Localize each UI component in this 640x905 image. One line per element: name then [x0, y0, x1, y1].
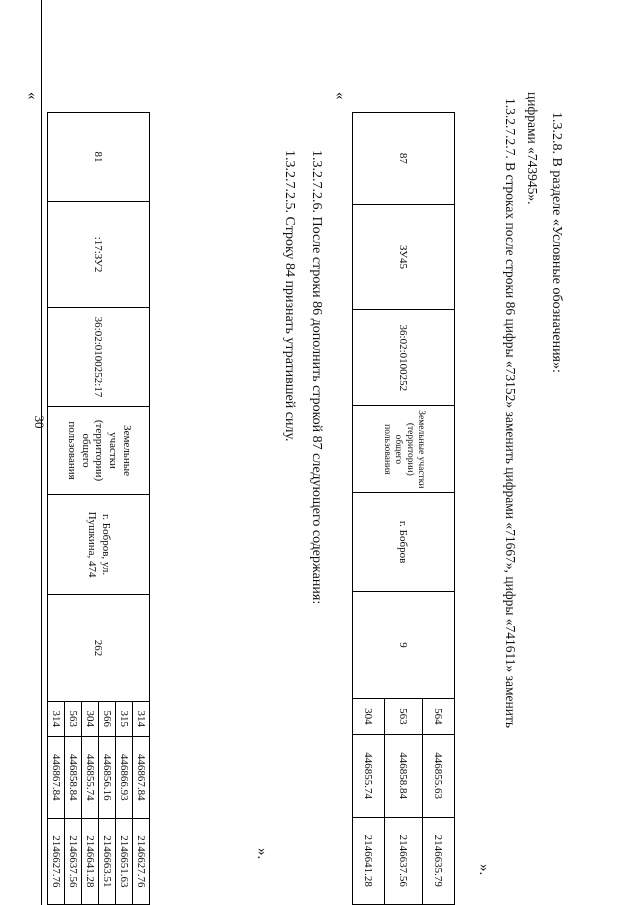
- y-coordinate: 2146627.76: [48, 818, 65, 904]
- y-coordinate: 2146637.56: [65, 818, 82, 904]
- paragraph-3-line-2: цифрами «743945».: [525, 92, 540, 205]
- close-quote-2: ».: [476, 864, 492, 876]
- page-number: 30: [32, 415, 47, 429]
- x-coordinate: 446867.84: [133, 736, 150, 818]
- point-number: 563: [65, 701, 82, 736]
- point-number: 563: [385, 699, 423, 735]
- point-number: 304: [353, 699, 385, 735]
- x-coordinate: 446856.16: [99, 736, 116, 818]
- table-1: [47, 112, 150, 905]
- y-coordinate: 2146637.56: [385, 817, 423, 904]
- paragraph-3-line-1: 1.3.2.7.2.7. В строках после строки 86 цифры «73152» заменить цифрами «71667», цифры «741611» заменить: [503, 98, 518, 728]
- point-number: 566: [99, 701, 116, 736]
- land-category: Земельные участки (территории) общего пользования: [48, 407, 150, 495]
- x-coordinate: 446858.84: [65, 736, 82, 818]
- table-2: [352, 112, 455, 905]
- paragraph-1: 1.3.2.7.2.5. Строку 84 признать утратившей силу.: [282, 150, 297, 442]
- row-number: 87: [353, 113, 455, 205]
- x-coordinate: 446855.63: [423, 734, 455, 817]
- y-coordinate: 2146635.79: [423, 817, 455, 904]
- point-number: 314: [133, 701, 150, 736]
- point-number: 315: [116, 701, 133, 736]
- point-number: 564: [423, 699, 455, 735]
- paragraph-2: 1.3.2.7.2.6. После строки 86 дополнить строкой 87 следующего содержания:: [309, 150, 324, 605]
- point-number: 304: [82, 701, 99, 736]
- y-coordinate: 2146641.28: [82, 818, 99, 904]
- x-coordinate: 446866.93: [116, 736, 133, 818]
- bottom-border-line: [41, 0, 42, 905]
- cadastral-number: 36:02:0100252: [353, 310, 455, 406]
- y-coordinate: 2146641.28: [353, 817, 385, 904]
- x-coordinate: 446855.74: [353, 734, 385, 817]
- zone-designation: :17:ЗУ2: [48, 202, 150, 308]
- cadastral-number: 36:02:0100252:17: [48, 307, 150, 406]
- x-coordinate: 446855.74: [82, 736, 99, 818]
- zone-designation: ЗУ45: [353, 204, 455, 310]
- y-coordinate: 2146627.76: [133, 818, 150, 904]
- land-category: Земельные участки (территории) общего пользования: [353, 406, 455, 493]
- open-quote-2: «: [332, 92, 348, 100]
- x-coordinate: 446858.84: [385, 734, 423, 817]
- row-number: 81: [48, 113, 150, 202]
- y-coordinate: 2146651.63: [116, 818, 133, 904]
- point-number: 314: [48, 701, 65, 736]
- address: г. Бобров: [353, 493, 455, 592]
- area: 9: [353, 591, 455, 698]
- y-coordinate: 2146663.51: [99, 818, 116, 904]
- address: г. Бобров, ул. Пушкина, 474: [48, 495, 150, 595]
- open-quote-1: «: [24, 92, 40, 100]
- paragraph-4: 1.3.2.8. В разделе «Условные обозначения»:: [549, 112, 564, 373]
- close-quote-1: ».: [254, 848, 270, 860]
- x-coordinate: 446867.84: [48, 736, 65, 818]
- area: 262: [48, 595, 150, 702]
